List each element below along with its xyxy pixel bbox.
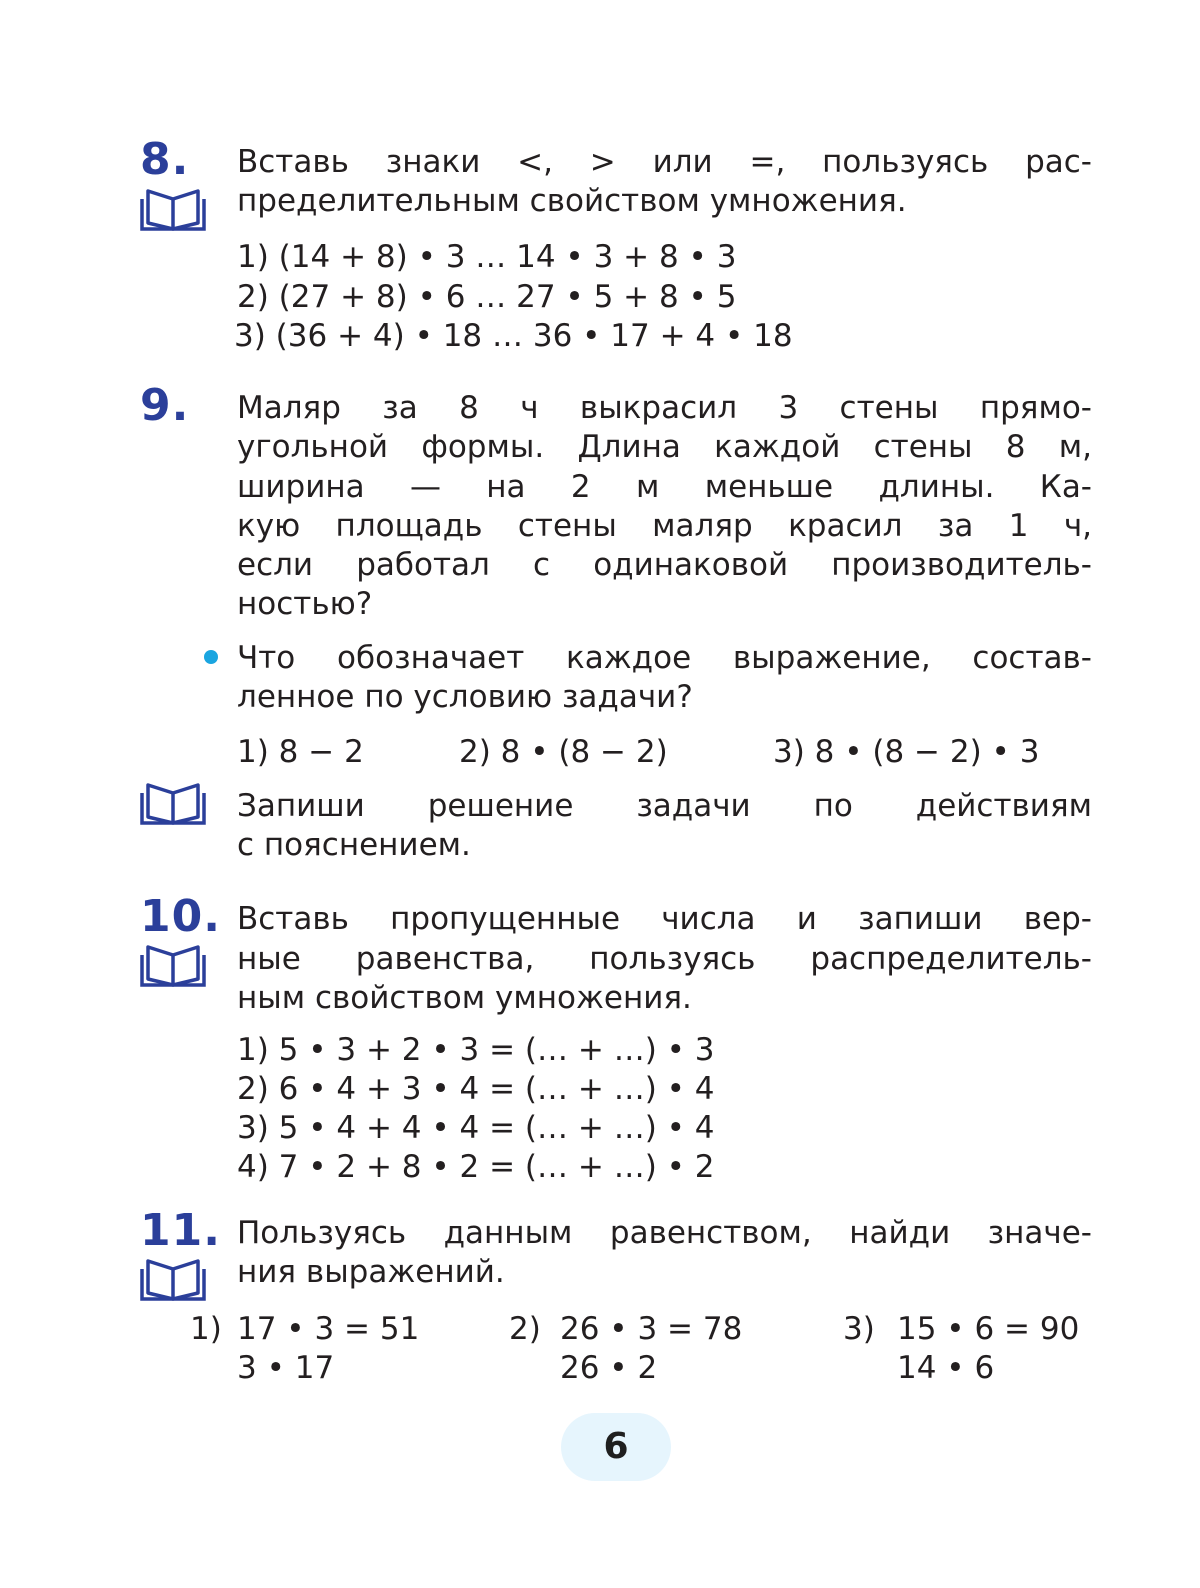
item: 1) (14 + 8) • 3 … 14 • 3 + 8 • 3 [237, 239, 737, 275]
text-line: угольной формы. Длина каждой стены 8 м, [237, 429, 1092, 465]
book-icon [138, 943, 208, 989]
book-icon [138, 1257, 208, 1303]
item-equation: 26 • 3 = 78 [560, 1311, 743, 1347]
item: 4) 7 • 2 + 8 • 2 = (… + …) • 2 [237, 1149, 715, 1185]
item-expression: 3 • 17 [237, 1350, 335, 1386]
text-line: ностью? [237, 586, 373, 622]
text-line: ным свойством умножения. [237, 980, 692, 1016]
item-expression: 14 • 6 [897, 1350, 995, 1386]
exercise-number: 8. [140, 134, 190, 185]
page-number: 6 [561, 1413, 671, 1481]
item: 3) 5 • 4 + 4 • 4 = (… + …) • 4 [237, 1110, 715, 1146]
item: 1) 5 • 3 + 2 • 3 = (… + …) • 3 [237, 1032, 715, 1068]
item-label: 3) [843, 1311, 875, 1347]
question-line: ленное по условию задачи? [237, 679, 693, 715]
item-equation: 15 • 6 = 90 [897, 1311, 1080, 1347]
text-line: Пользуясь данным равенством, найди значе- [237, 1215, 1092, 1251]
item-expression: 26 • 2 [560, 1350, 658, 1386]
item: 2) 8 • (8 − 2) [459, 734, 668, 770]
text-line: Вставь знаки <, > или =, пользуясь рас- [237, 144, 1092, 180]
item-label: 2) [509, 1311, 541, 1347]
text-line: ширина — на 2 м меньше длины. Ка- [237, 469, 1092, 505]
book-icon [138, 187, 208, 233]
item-equation: 17 • 3 = 51 [237, 1311, 420, 1347]
item: 1) 8 − 2 [237, 734, 364, 770]
exercise-number: 9. [140, 380, 190, 431]
bullet-icon [204, 650, 218, 664]
text-line: пределительным свойством умножения. [237, 183, 907, 219]
exercise-number: 11. [140, 1205, 221, 1256]
text-line: ные равенства, пользуясь распределитель- [237, 941, 1092, 977]
item: 2) (27 + 8) • 6 … 27 • 5 + 8 • 5 [237, 279, 737, 315]
item-label: 1) [190, 1311, 222, 1347]
book-icon [138, 781, 208, 827]
item: 3) 8 • (8 − 2) • 3 [773, 734, 1040, 770]
text-line: ния выражений. [237, 1254, 505, 1290]
item: 3) (36 + 4) • 18 … 36 • 17 + 4 • 18 [234, 318, 793, 354]
task-line: Запиши решение задачи по действиям [237, 788, 1092, 824]
task-line: с пояснением. [237, 827, 471, 863]
item: 2) 6 • 4 + 3 • 4 = (… + …) • 4 [237, 1071, 715, 1107]
text-line: кую площадь стены маляр красил за 1 ч, [237, 508, 1092, 544]
text-line: Маляр за 8 ч выкрасил 3 стены прямо- [237, 390, 1092, 426]
text-line: Вставь пропущенные числа и запиши вер- [237, 901, 1092, 937]
text-line: если работал с одинаковой производитель- [237, 547, 1092, 583]
exercise-number: 10. [140, 891, 221, 942]
question-line: Что обозначает каждое выражение, состав- [237, 640, 1092, 676]
